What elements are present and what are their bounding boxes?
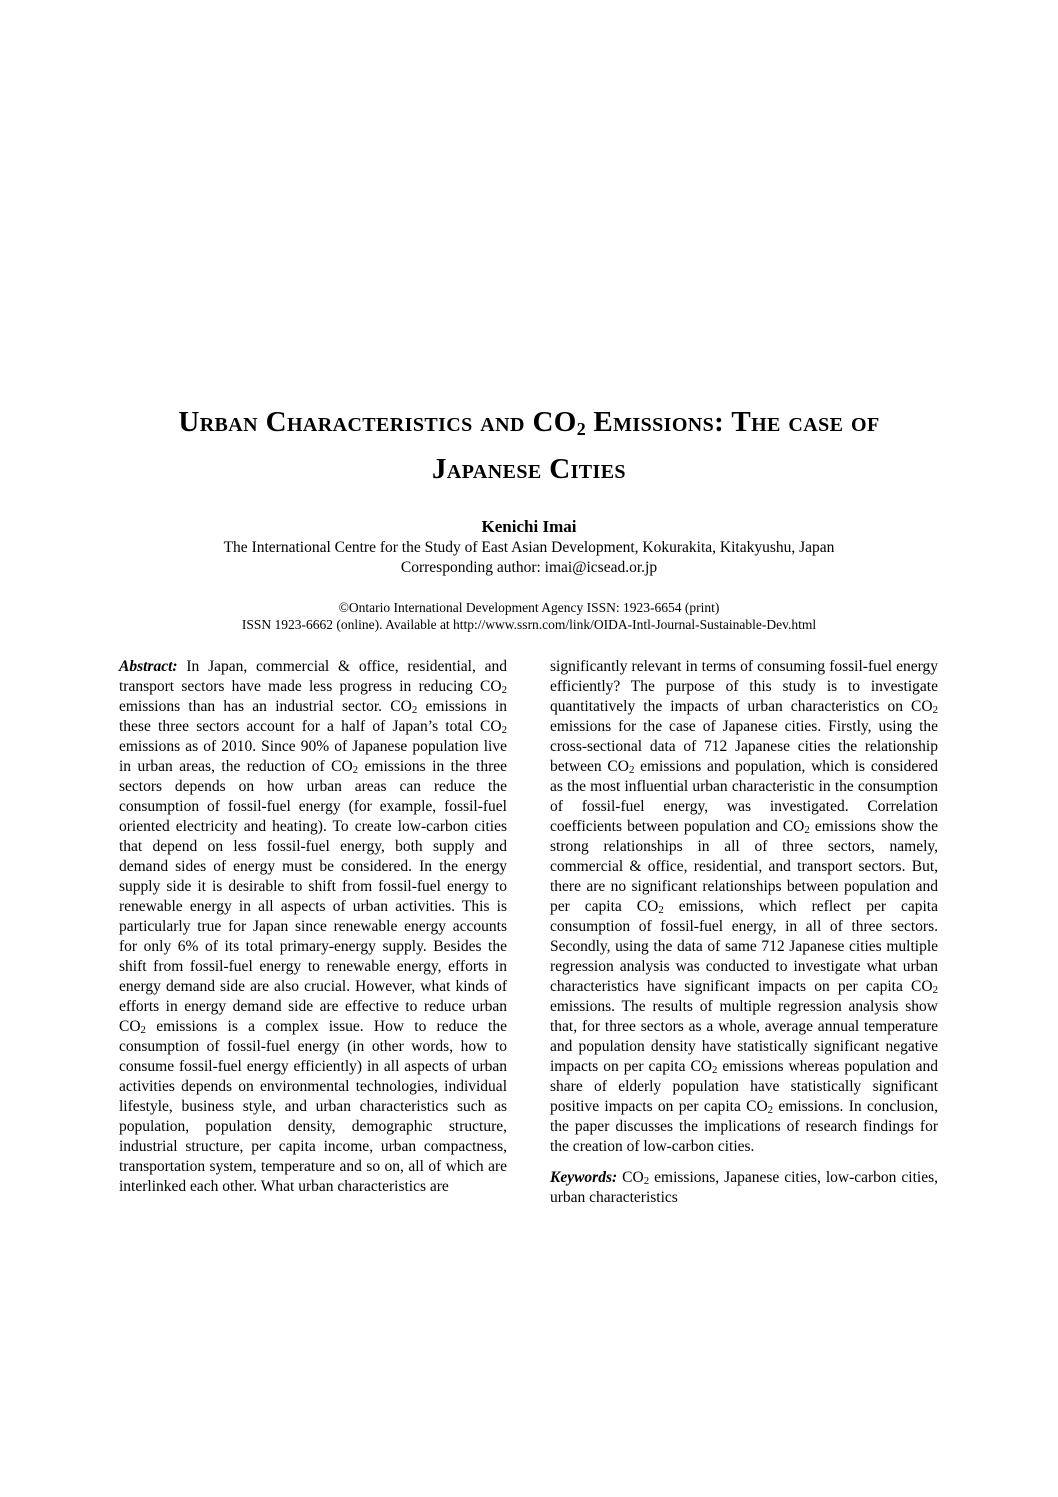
keywords-text: $CO_2$ emissions, Japanese cities, low-carbon cities, urban characteristics — [550, 1168, 938, 1206]
author-name: Kenichi Imai — [481, 516, 577, 536]
publisher-block — [119, 599, 939, 633]
abstract-column-left — [119, 657, 507, 1208]
abstract-text-right: significantly relevant in terms of consuming fossil-fuel energy efficiently? The purpose of this study is to investigate quantitatively the impacts of urban characteristics on $CO_2$ emissions for the case of Japanese cities. Firstly, using the cross-sectional data of 712 Japanese cities the relationship between $CO_2$ emissions and population, which is considered as the most influential urban characteristic in the consumption of fossil-fuel energy, was investigated. Correlation coefficients between population and $CO_2$ emissions show the strong relationships in all of three sectors, namely, commercial & office, residential, and transport sectors. But, there are no significant relationships between population and per capita $CO_2$ emissions, which reflect per capita consumption of fossil-fuel energy, in all of three sectors. Secondly, using the data of same 712 Japanese cities multiple regression analysis was conducted to investigate what urban characteristics have significant impacts on per capita $CO_2$ emissions. The results of multiple regression analysis show that, for three sectors as a whole, average annual temperature and population density have statistically significant negative impacts on per capita $CO_2$ emissions whereas population and share of elderly population have statistically significant positive impacts on per capita $CO_2$ emissions. In conclusion, the paper discusses the implications of research findings for the creation of low-carbon cities. — [550, 657, 938, 1155]
title-block — [119, 0, 939, 489]
title-line2-text: Japanese Cities — [432, 452, 626, 485]
abstract-paragraph-left — [119, 657, 507, 1197]
abstract-label: Abstract: — [119, 657, 178, 675]
title-co2-subscript: 2 — [576, 418, 586, 439]
title-line1-rest: Emissions: The case of — [585, 406, 880, 438]
issn-print-line: ©Ontario International Development Agency ISSN: 1923-6654 (print) — [338, 599, 720, 615]
author-affiliation: The International Centre for the Study of East Asian Development, Kokurakita, Kitakyushu, Japan — [223, 538, 835, 556]
abstract-column-right — [550, 657, 938, 1208]
abstract-text-left: In Japan, commercial & office, residential, and transport sectors have made less progress in reducing $CO_2$ emissions than has an industrial sector. $CO_2$ emissions in these three sectors account for a half of Japan’s total $CO_2$ emissions as of 2010. Since 90% of Japanese population live in urban areas, the reduction of $CO_2$ emissions in the three sectors depends on how urban areas can reduce the consumption of fossil-fuel energy (for example, fossil-fuel oriented electricity and heating). To create low-carbon cities that depend on less fossil-fuel energy, both supply and demand sides of energy must be considered. In the energy supply side it is desirable to shift from fossil-fuel energy to renewable energy in all aspects of urban activities. This is particularly true for Japan since renewable energy accounts for only 6% of its total primary-energy supply. Besides the shift from fossil-fuel energy to renewable energy, efforts in energy demand side are also crucial. However, what kinds of efforts in energy demand side are effective to reduce urban $CO_2$ emissions is a complex issue. How to reduce the consumption of fossil-fuel energy (in other words, how to consume fossil-fuel energy efficiently) in all aspects of urban activities depends on environmental technologies, individual lifestyle, business style, and urban characteristics such as population, population density, demographic structure, industrial structure, per capita income, urban compactness, transportation system, temperature and so on, all of which are interlinked each other. What urban characteristics are — [119, 657, 508, 1195]
abstract-paragraph-right — [550, 657, 938, 1157]
keywords-label: Keywords: — [550, 1168, 618, 1186]
two-column-body — [119, 657, 939, 1208]
paper-content — [119, 0, 939, 1208]
author-block — [119, 516, 939, 578]
keywords-paragraph — [550, 1168, 938, 1208]
issn-online-url-line: ISSN 1923-6662 (online). Available at http://www.ssrn.com/link/OIDA-Intl-Journal-Sustainable-Dev.html — [241, 616, 817, 632]
corresponding-author-email: Corresponding author: imai@icsead.or.jp — [400, 558, 658, 576]
page-title — [119, 402, 939, 489]
title-line1-text: Urban Characteristics and CO — [178, 406, 577, 438]
